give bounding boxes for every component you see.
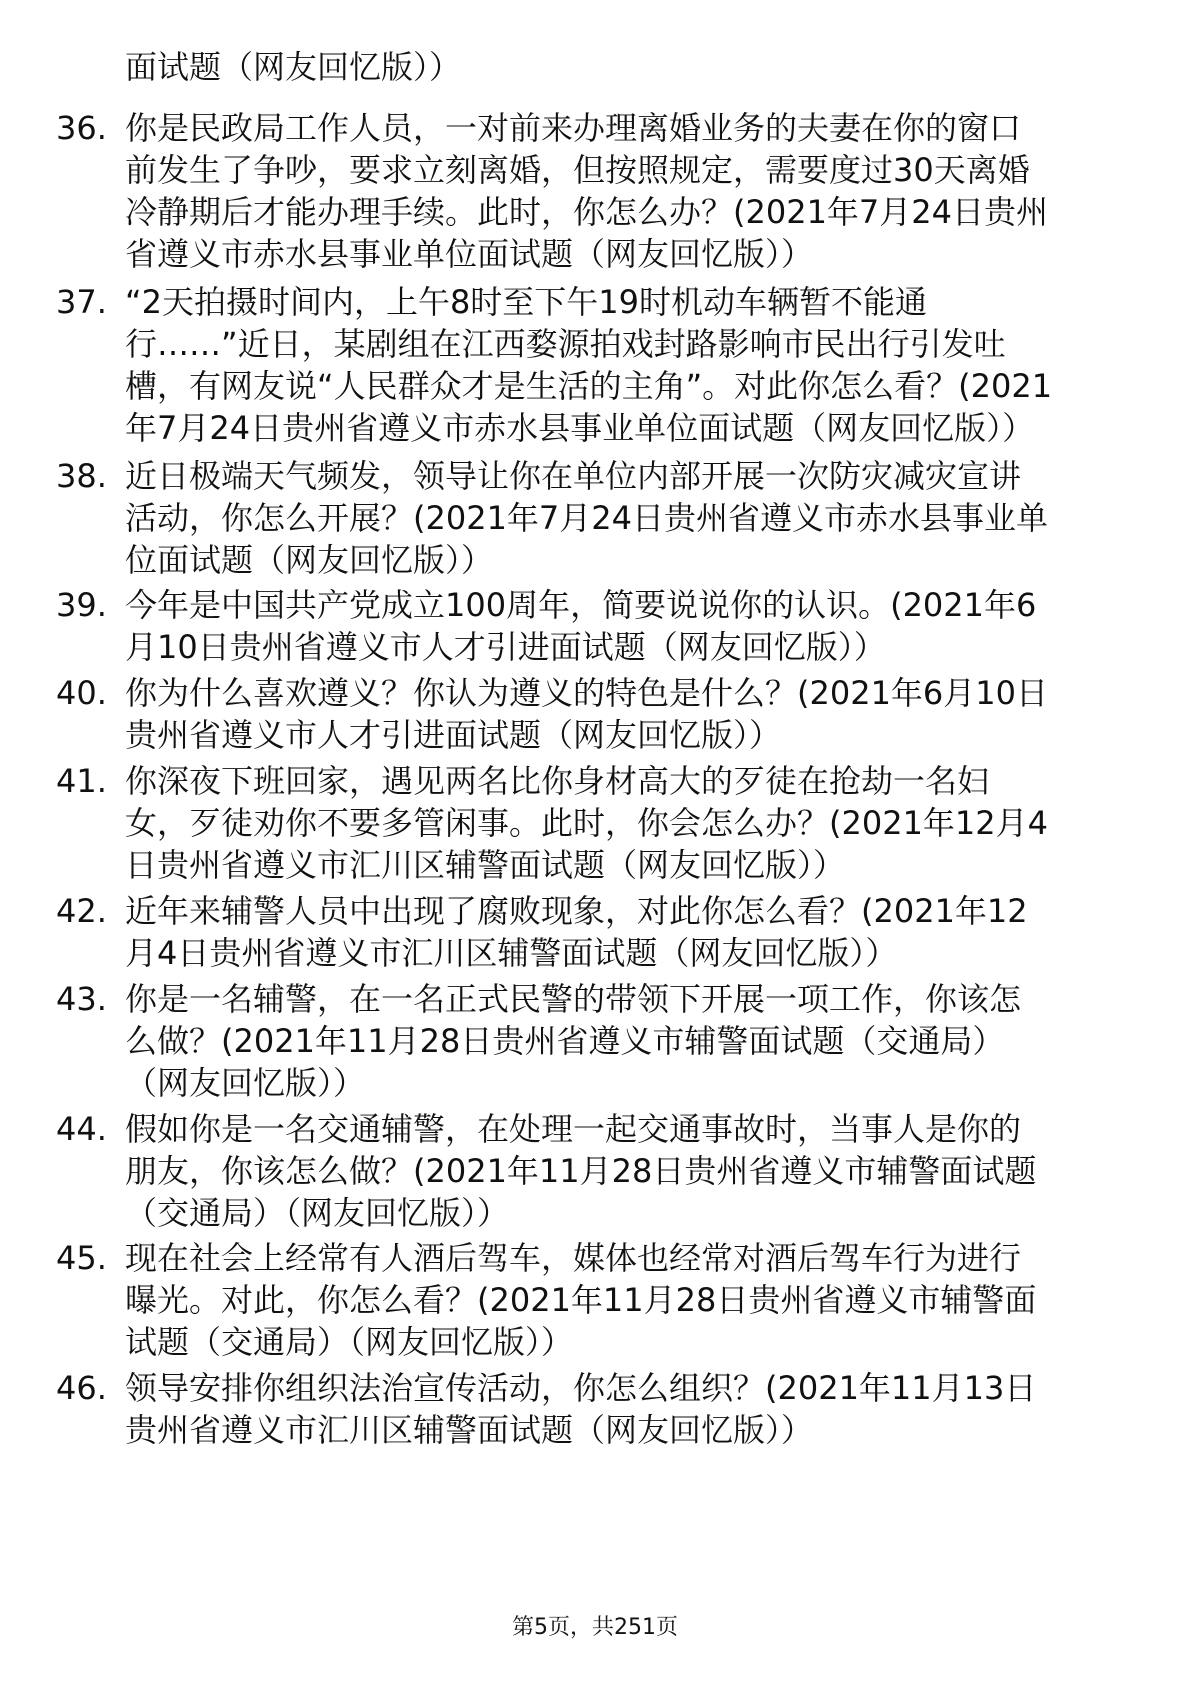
text-line: 贵州省遵义市汇川区辅警面试题（网友回忆版）） <box>125 1411 814 1449</box>
question-number: 36. <box>56 109 107 147</box>
question-text <box>125 584 1036 668</box>
text-line: 今年是中国共产党成立100周年，简要说说你的认识。(2021年6 <box>125 586 1037 624</box>
text-line: 曝光。对此，你怎么看？(2021年11月28日贵州省遵义市辅警面 <box>125 1281 1037 1319</box>
text-line: 月4日贵州省遵义市汇川区辅警面试题（网友回忆版）） <box>125 934 898 972</box>
text-line: 前发生了争吵，要求立刻离婚，但按照规定，需要度过30天离婚 <box>125 151 1030 189</box>
question-text <box>125 1237 1036 1363</box>
text-line: 你是一名辅警，在一名正式民警的带领下开展一项工作，你该怎 <box>125 980 1022 1018</box>
text-line: 领导安排你组织法治宣传活动，你怎么组织？(2021年11月13日 <box>125 1369 1037 1407</box>
text-line: 你是民政局工作人员，一对前来办理离婚业务的夫妻在你的窗口 <box>125 109 1022 147</box>
text-line: 贵州省遵义市人才引进面试题（网友回忆版）） <box>125 716 782 754</box>
text-line: 年7月24日贵州省遵义市赤水县事业单位面试题（网友回忆版）） <box>125 409 1035 447</box>
text-line: 假如你是一名交通辅警，在处理一起交通事故时，当事人是你的 <box>125 1110 1022 1148</box>
question-number: 44. <box>56 1110 107 1148</box>
page-footer: 第5页，共251页 <box>512 1615 678 1640</box>
question-text <box>125 672 1048 756</box>
text-line: 现在社会上经常有人酒后驾车，媒体也经常对酒后驾车行为进行 <box>125 1239 1022 1277</box>
question-text <box>125 760 1048 886</box>
question-text <box>125 107 1048 275</box>
carryover-line: 面试题（网友回忆版）） <box>125 48 462 86</box>
text-line: （交通局）（网友回忆版）） <box>125 1194 510 1232</box>
text-line: 月10日贵州省遵义市人才引进面试题（网友回忆版）） <box>125 628 886 666</box>
text-line: 行……”近日，某剧组在江西婺源拍戏封路影响市民出行引发吐 <box>125 325 1006 363</box>
text-line: 朋友，你该怎么做？(2021年11月28日贵州省遵义市辅警面试题 <box>125 1152 1037 1190</box>
text-line: 么做？(2021年11月28日贵州省遵义市辅警面试题（交通局） <box>125 1022 1005 1060</box>
question-number: 42. <box>56 892 107 930</box>
text-line: 日贵州省遵义市汇川区辅警面试题（网友回忆版）） <box>125 846 846 884</box>
question-number: 39. <box>56 586 107 624</box>
question-text <box>125 455 1048 581</box>
text-line: 近日极端天气频发，领导让你在单位内部开展一次防灾减灾宣讲 <box>125 457 1022 495</box>
question-number: 38. <box>56 457 107 495</box>
text-line: 你为什么喜欢遵义？你认为遵义的特色是什么？(2021年6月10日 <box>125 674 1049 712</box>
text-line: 冷静期后才能办理手续。此时，你怎么办？(2021年7月24日贵州 <box>125 193 1049 231</box>
question-text <box>125 1108 1036 1234</box>
question-number: 43. <box>56 980 107 1018</box>
text-line: 槽，有网友说“人民群众才是生活的主角”。对此你怎么看？(2021 <box>125 367 1053 405</box>
question-number: 45. <box>56 1239 107 1277</box>
text-line: 女，歹徒劝你不要多管闲事。此时，你会怎么办？(2021年12月4 <box>125 804 1049 842</box>
text-line: 省遵义市赤水县事业单位面试题（网友回忆版）） <box>125 235 814 273</box>
question-number: 37. <box>56 283 107 321</box>
question-text <box>125 978 1021 1104</box>
text-line: “2天拍摄时间内，上午8时至下午19时机动车辆暂不能通 <box>125 283 928 321</box>
text-line: 试题（交通局）（网友回忆版）） <box>125 1323 574 1361</box>
text-line: （网友回忆版）） <box>125 1064 366 1102</box>
text-line: 活动，你怎么开展？(2021年7月24日贵州省遵义市赤水县事业单 <box>125 499 1049 537</box>
question-number: 41. <box>56 762 107 800</box>
text-line: 近年来辅警人员中出现了腐败现象，对此你怎么看？(2021年12 <box>125 892 1028 930</box>
question-text <box>125 1367 1036 1451</box>
text-line: 位面试题（网友回忆版）） <box>125 541 494 579</box>
question-text <box>125 890 1028 974</box>
question-number: 40. <box>56 674 107 712</box>
text-line: 你深夜下班回家，遇见两名比你身材高大的歹徒在抢劫一名妇 <box>125 762 990 800</box>
question-text <box>125 281 1052 449</box>
question-number: 46. <box>56 1369 107 1407</box>
